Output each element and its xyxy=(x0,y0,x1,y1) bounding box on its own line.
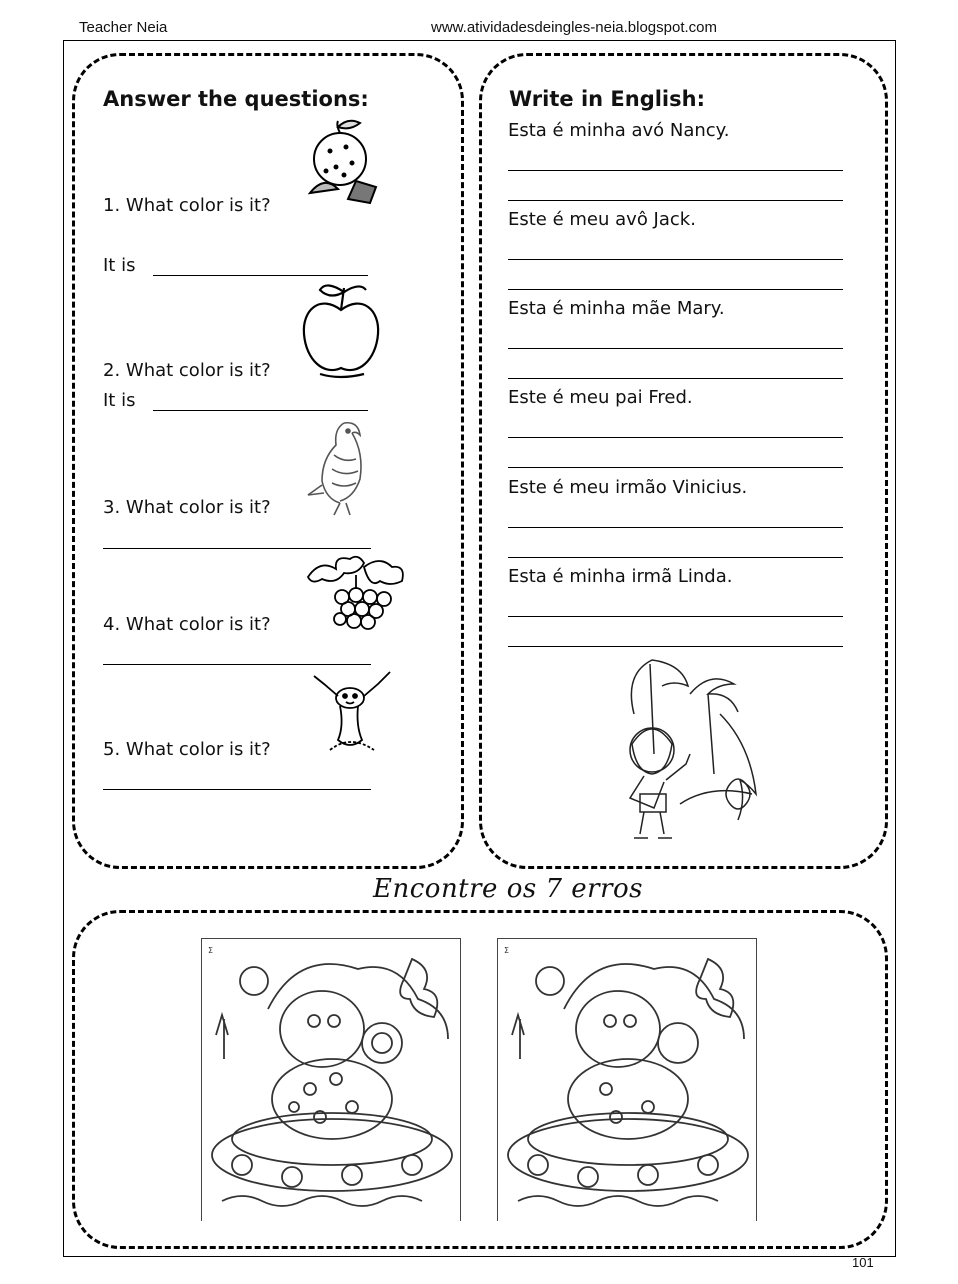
sentence-6-line-a[interactable] xyxy=(508,616,843,617)
sentence-1-line-a[interactable] xyxy=(508,170,843,171)
svg-text:Σ: Σ xyxy=(504,946,510,955)
sentence-5: Este é meu irmão Vinicius. xyxy=(508,477,748,498)
answer-5-line[interactable] xyxy=(103,789,371,790)
svg-text:Σ: Σ xyxy=(208,946,214,955)
page-number: 101 xyxy=(852,1255,874,1270)
find-differences-box xyxy=(72,910,888,1249)
answer-2-line[interactable] xyxy=(153,410,368,411)
orange-icon xyxy=(302,117,384,207)
girl-with-palm-trees-icon xyxy=(610,654,760,846)
question-5: 5. What color is it? xyxy=(103,739,271,760)
grapes-icon xyxy=(302,555,406,635)
question-4: 4. What color is it? xyxy=(103,614,271,635)
sentence-5-line-a[interactable] xyxy=(508,527,843,528)
sentence-5-line-b[interactable] xyxy=(508,557,843,558)
answer-1-line[interactable] xyxy=(153,275,368,276)
sentence-6: Esta é minha irmã Linda. xyxy=(508,566,733,587)
turtle-picture-left xyxy=(201,938,461,1221)
sentence-3-line-a[interactable] xyxy=(508,348,843,349)
sentence-2-line-b[interactable] xyxy=(508,289,843,290)
sentence-4-line-a[interactable] xyxy=(508,437,843,438)
sentence-6-line-b[interactable] xyxy=(508,646,843,647)
turtle-picture-right xyxy=(497,938,757,1221)
panther-icon xyxy=(310,668,394,754)
question-2: 2. What color is it? xyxy=(103,360,271,381)
sentence-2: Este é meu avô Jack. xyxy=(508,209,696,230)
find-differences-title: Encontre os 7 erros xyxy=(373,874,644,904)
questions-heading: Answer the questions: xyxy=(103,87,369,111)
question-1: 1. What color is it? xyxy=(103,195,271,216)
sentence-2-line-a[interactable] xyxy=(508,259,843,260)
write-english-heading: Write in English: xyxy=(509,87,705,111)
sentence-1: Esta é minha avó Nancy. xyxy=(508,120,730,141)
sentence-3: Esta é minha mãe Mary. xyxy=(508,298,725,319)
answer-2-prefix: It is xyxy=(103,390,136,411)
answer-4-line[interactable] xyxy=(103,664,371,665)
sentence-3-line-b[interactable] xyxy=(508,378,843,379)
answer-3-line[interactable] xyxy=(103,548,371,549)
question-3: 3. What color is it? xyxy=(103,497,271,518)
author-name: Teacher Neia xyxy=(79,19,168,36)
website-url: www.atividadesdeingles-neia.blogspot.com xyxy=(431,19,717,36)
sentence-1-line-b[interactable] xyxy=(508,200,843,201)
sentence-4: Este é meu pai Fred. xyxy=(508,387,693,408)
parrot-icon xyxy=(304,415,378,517)
answer-1-prefix: It is xyxy=(103,255,136,276)
sentence-4-line-b[interactable] xyxy=(508,467,843,468)
apple-icon xyxy=(300,280,382,380)
